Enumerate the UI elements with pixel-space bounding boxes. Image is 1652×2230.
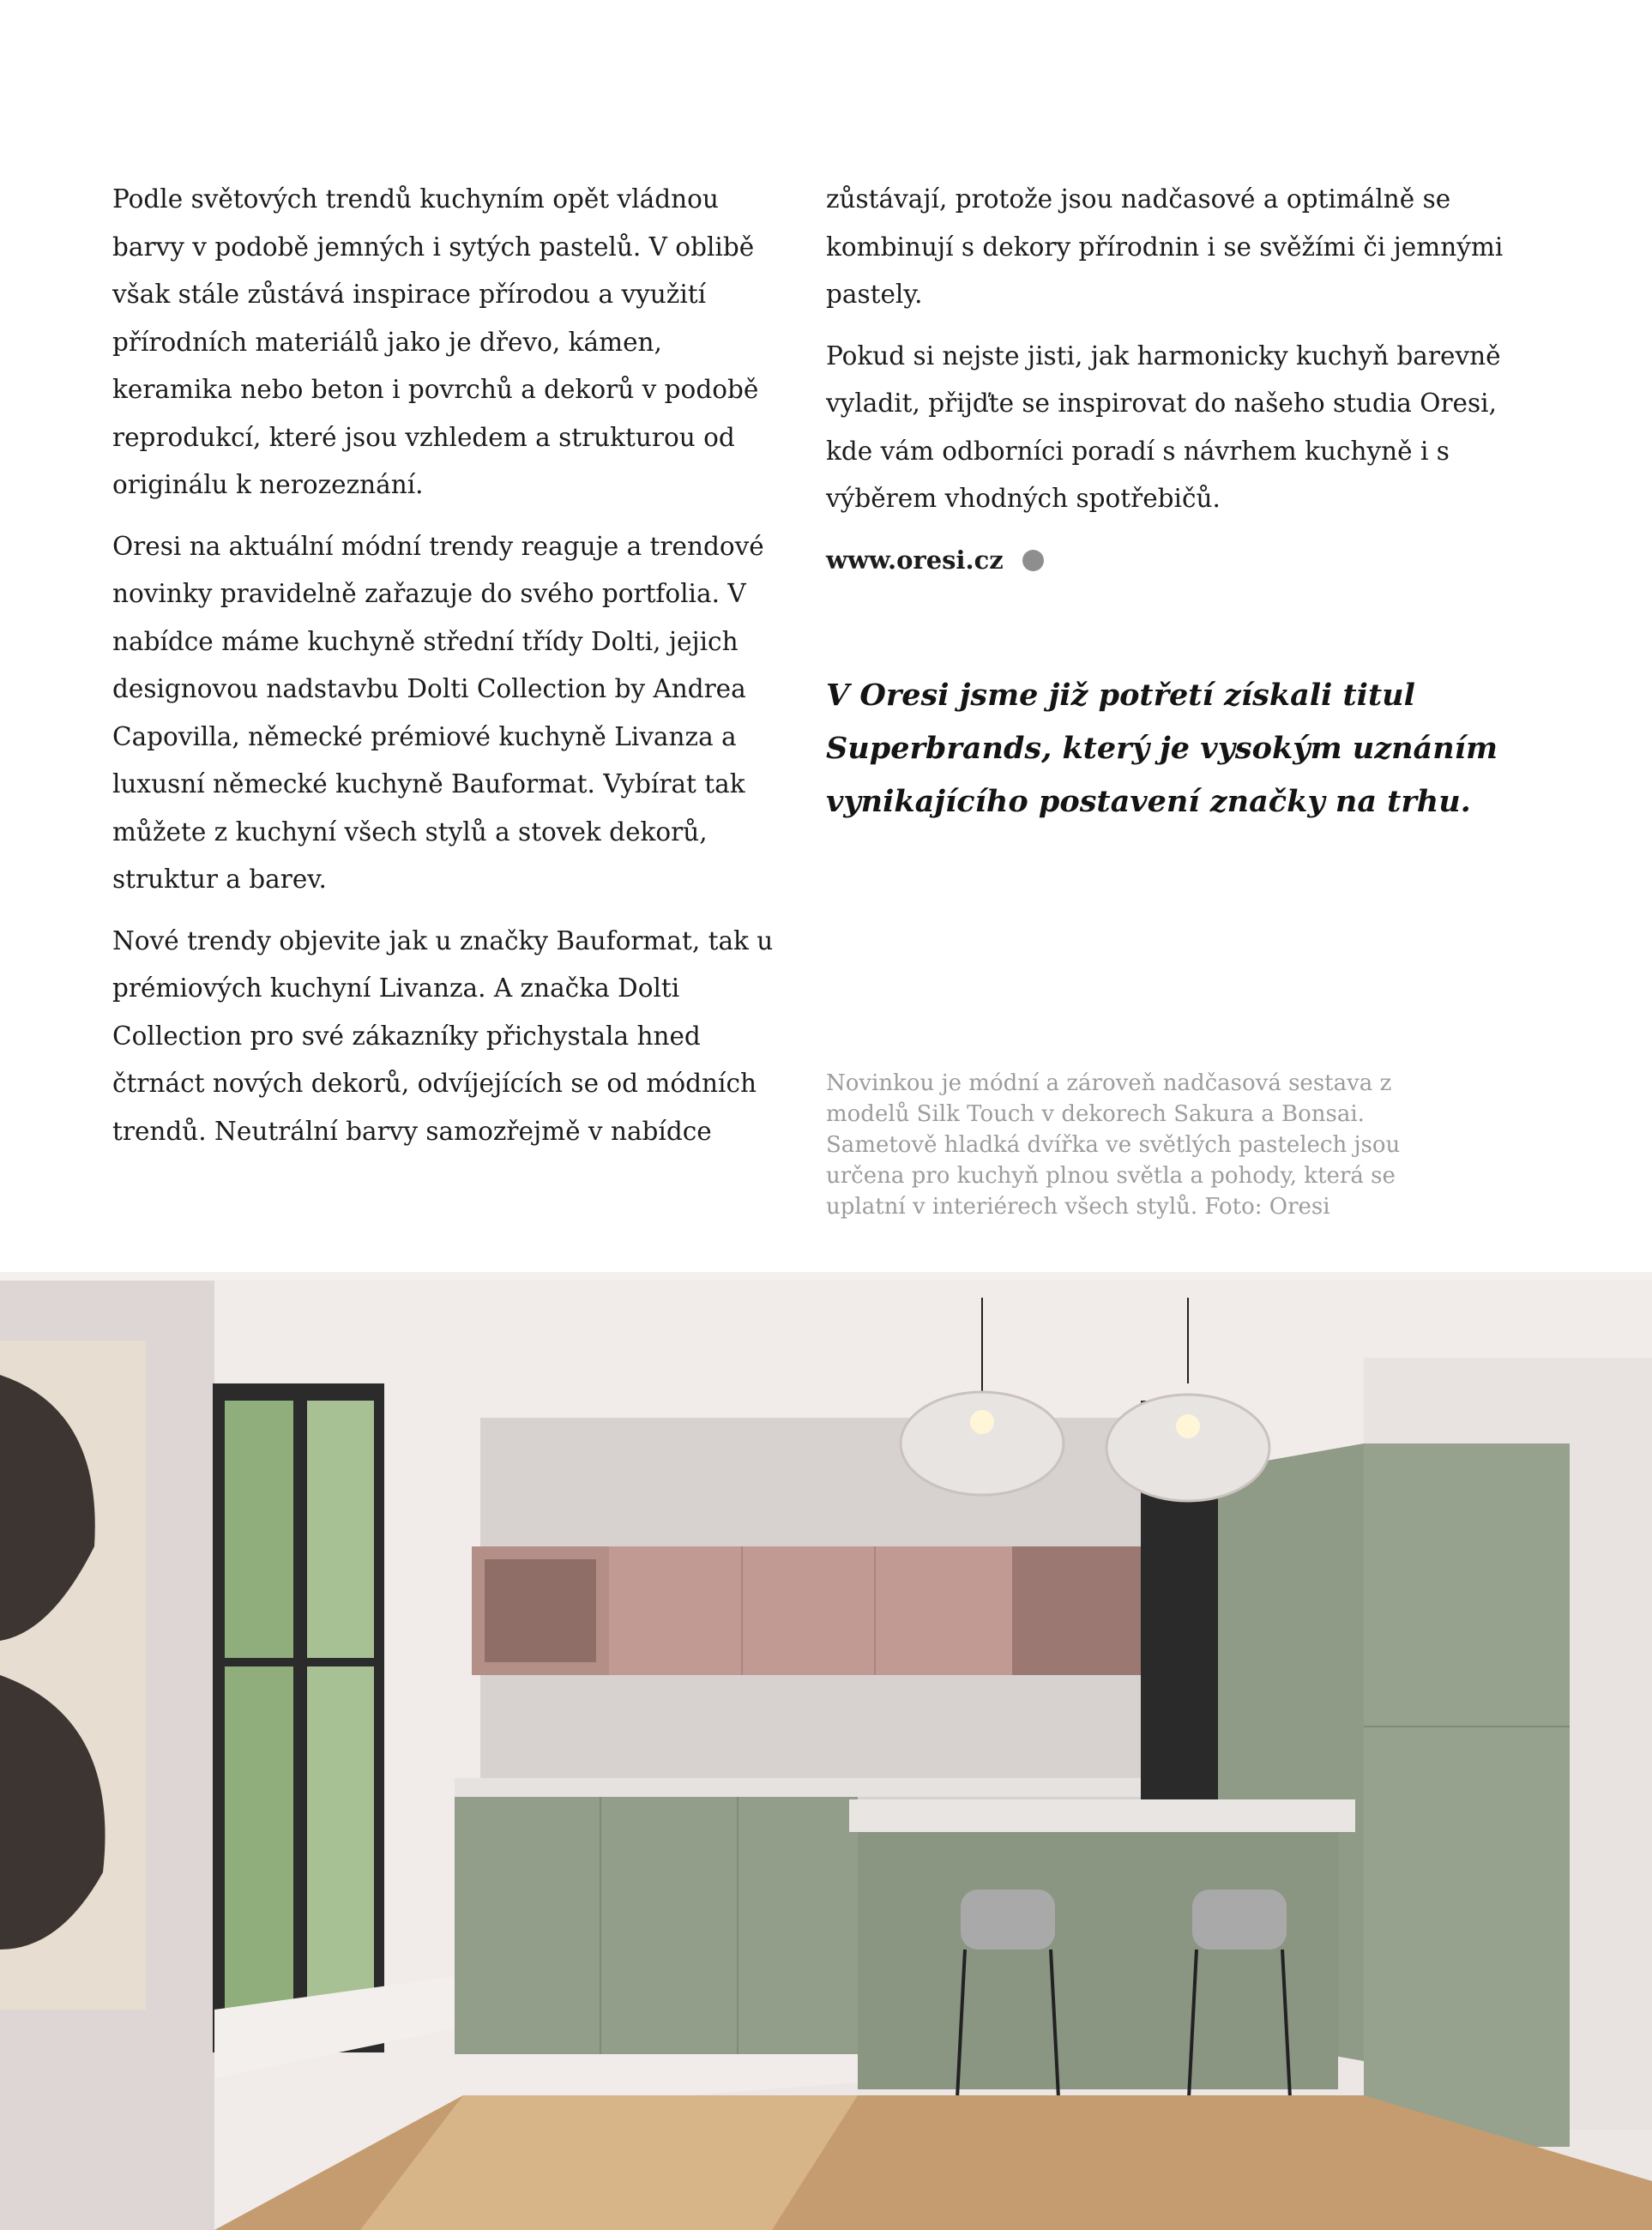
pendant-lamp [901, 1392, 1064, 1495]
left-column [112, 176, 781, 1169]
paragraph: zůstávají, protože jsou nadčasové a optimálně se kombinují s dekory přírodnin i se svěžími či jemnými pastely. [826, 184, 1504, 309]
pull-quote: V Oresi jsme již potřetí získali titul Superbrands, který je vysokým uznáním vynikajícího postavení značky na trhu. [826, 678, 1498, 819]
bar-stool [1192, 1889, 1287, 1950]
paragraph: Oresi na aktuální módní trendy reaguje a trendové novinky pravidelně zařazuje do svého portfolia. V nabídce máme kuchyně střední třídy Dolti, jejich designovou nadstavbu Dolti Collection by Andrea Capovilla, německé prémiové kuchyně Livanza a luxusní německé kuchyně Bauformat. Vybírat tak můžete z kuchyní všech stylů a stovek dekorů, struktur a barev. [112, 531, 764, 894]
kitchen-photo [0, 1272, 1652, 2230]
website-line [826, 537, 1512, 585]
bullet-dot-icon [1022, 550, 1044, 571]
island-top [849, 1799, 1355, 1832]
pink-cabinets [609, 1546, 1012, 1675]
right-column [826, 176, 1512, 584]
paragraph: Podle světových trendů kuchyním opět vládnou barvy v podobě jemných i sytých pastelů. V oblibě však stále zůstává inspirace přírodou a využití přírodních materiálů jako je dřevo, kámen, keramika nebo beton i povrchů a dekorů v podobě reprodukcí, které jsou vzhledem a strukturou od originálu k nerozeznání. [112, 184, 759, 499]
paragraph: Pokud si nejste jisti, jak harmonicky kuchyň barevně vyladit, přijďte se inspirovat do našeho studia Oresi, kde vám odborníci poradí s návrhem kuchyně i s výběrem vhodných spotřebičů. [826, 341, 1501, 513]
paragraph: Nové trendy objevite jak u značky Bauformat, tak u prémiových kuchyní Livanza. A značka Dolti Collection pro své zákazníky přichystala hned čtrnáct nových dekorů, odvíjejících se od módních trendů. Neutrální barvy samozřejmě v nabídce [112, 925, 774, 1146]
pendant-lamp [1106, 1395, 1269, 1501]
bar-stool [961, 1889, 1055, 1950]
kitchen-illustration [0, 1272, 1652, 2230]
lower-cabinets [455, 1797, 858, 2054]
photo-caption: Novinkou je módní a zároveň nadčasová sestava z modelů Silk Touch v dekorech Sakura a Bonsai. Sametově hladká dvířka ve světlých pastelech jsou určena pro kuchyň plnou světla a pohody, která se uplatní v interiérech všech stylů. Foto: Oresi [826, 1070, 1401, 1220]
website-link[interactable]: www.oresi.cz [826, 545, 1004, 575]
